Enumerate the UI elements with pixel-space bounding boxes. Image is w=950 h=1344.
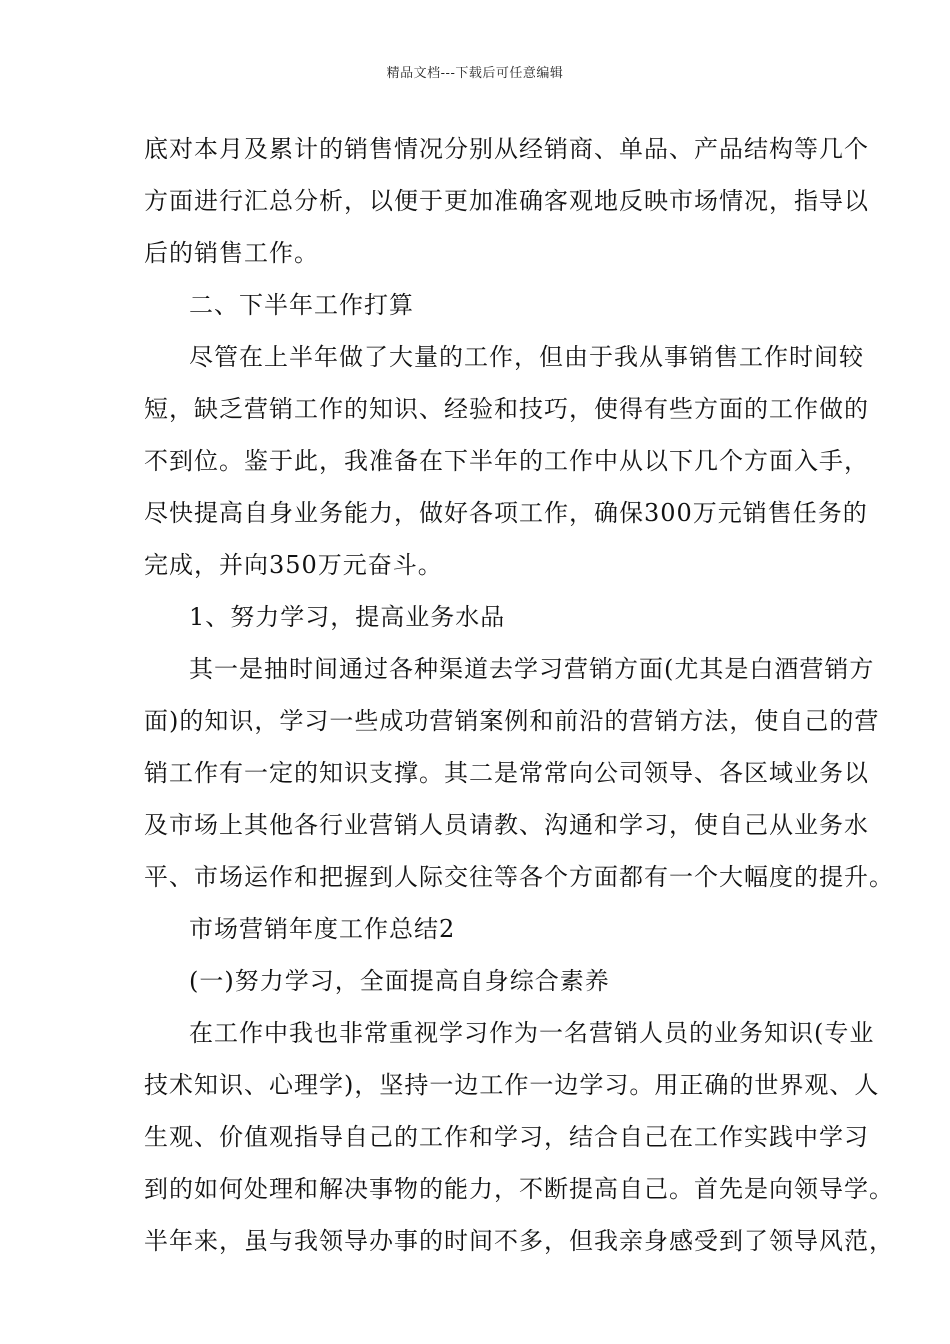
document-body [144,123,894,1267]
subsection-heading: 1、努力学习，提高业务水品 [189,603,506,631]
subsection-heading: (一)努力学习，全面提高自身综合素养 [189,967,610,995]
body-line: 短，缺乏营销工作的知识、经验和技巧，使得有些方面的工作做的 [144,395,869,423]
body-line: 尽管在上半年做了大量的工作，但由于我从事销售工作时间较 [189,343,864,371]
body-line: 不到位。鉴于此，我准备在下半年的工作中从以下几个方面入手， [144,447,869,475]
body-line: 方面进行汇总分析，以便于更加准确客观地反映市场情况，指导以 [144,187,869,215]
body-line: 平、市场运作和把握到人际交往等各个方面都有一个大幅度的提升。 [144,863,894,891]
section-heading: 二、下半年工作打算 [189,291,414,319]
body-line: 销工作有一定的知识支撑。其二是常常向公司领导、各区域业务以 [144,759,869,787]
document-title: 市场营销年度工作总结2 [189,915,456,943]
page-header: 精品文档---下载后可任意编辑 [386,66,564,81]
body-line: 生观、价值观指导自己的工作和学习，结合自己在工作实践中学习 [144,1123,869,1151]
body-line: 面)的知识，学习一些成功营销案例和前沿的营销方法，使自己的营 [144,707,880,735]
body-line: 到的如何处理和解决事物的能力，不断提高自己。首先是向领导学。 [144,1175,894,1203]
body-line: 底对本月及累计的销售情况分别从经销商、单品、产品结构等几个 [144,135,869,163]
body-line: 后的销售工作。 [144,239,319,267]
body-line: 技术知识、心理学)，坚持一边工作一边学习。用正确的世界观、人 [144,1071,880,1099]
body-line: 尽快提高自身业务能力，做好各项工作，确保300万元销售任务的 [144,499,868,527]
body-line: 其一是抽时间通过各种渠道去学习营销方面(尤其是白酒营销方 [189,655,875,683]
body-line: 及市场上其他各行业营销人员请教、沟通和学习，使自己从业务水 [144,811,869,839]
body-line: 在工作中我也非常重视学习作为一名营销人员的业务知识(专业 [189,1019,875,1047]
body-line: 半年来，虽与我领导办事的时间不多，但我亲身感受到了领导风范， [144,1227,894,1255]
body-line: 完成，并向350万元奋斗。 [144,551,443,579]
